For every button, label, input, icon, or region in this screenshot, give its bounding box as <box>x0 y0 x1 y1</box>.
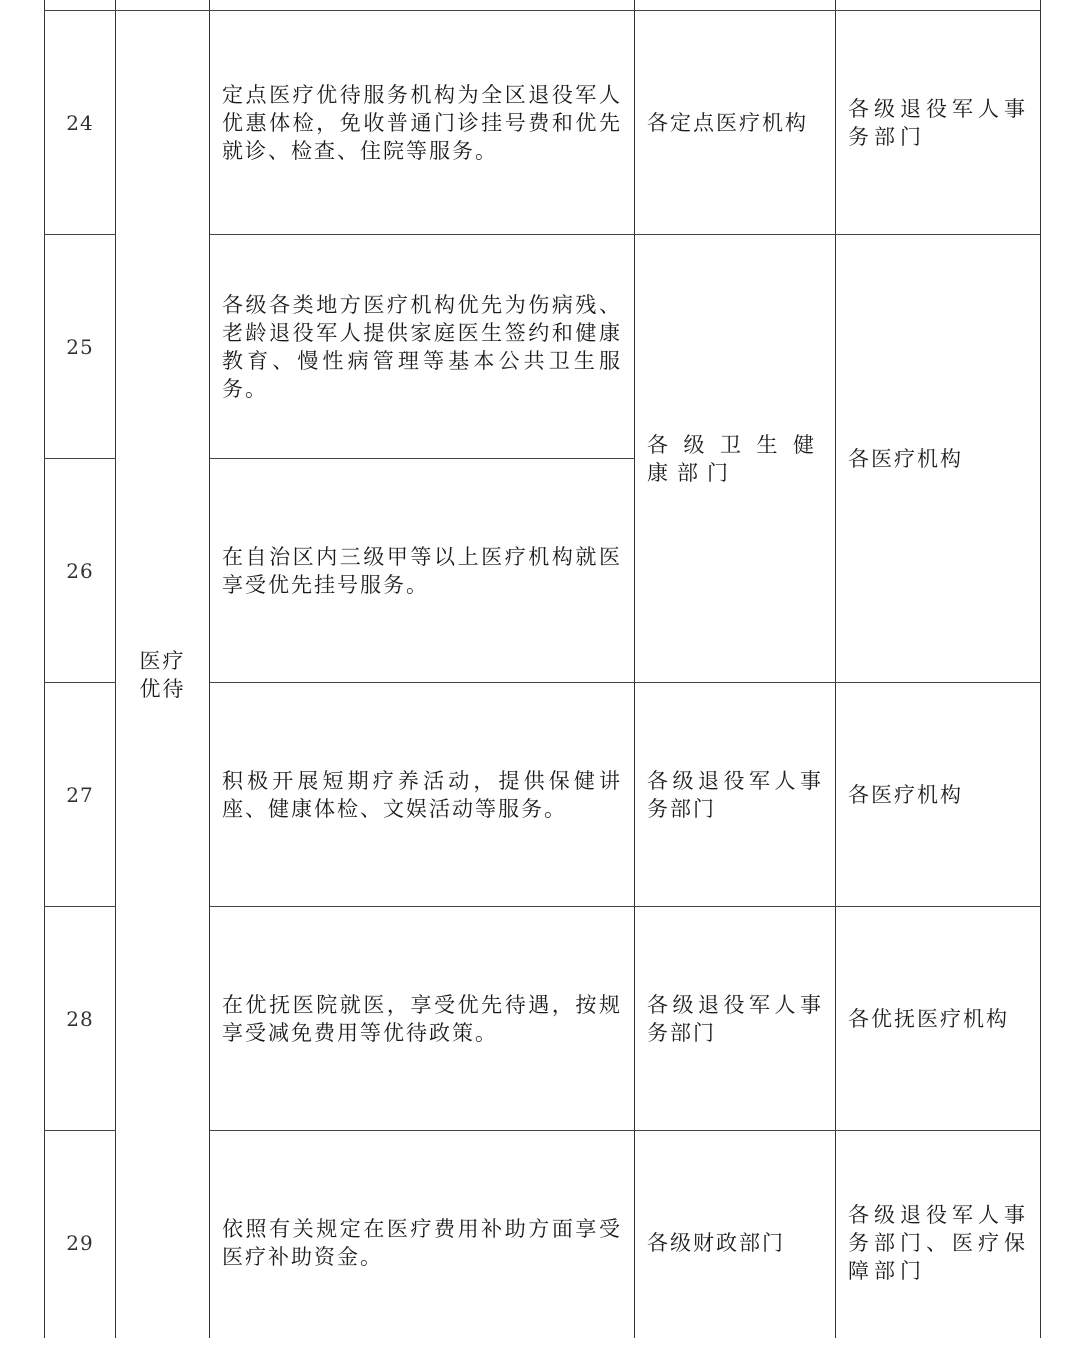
row-content-26 <box>210 459 634 683</box>
row-content-27 <box>210 683 634 907</box>
coop-text: 各医疗机构 <box>848 783 963 807</box>
merged-coop-25-26 <box>836 235 1040 683</box>
row-coop-27 <box>836 683 1040 907</box>
coop-text: 各优抚医疗机构 <box>848 1007 1009 1031</box>
merged-lead-25-26 <box>635 235 835 683</box>
row-number-27: 27 <box>66 783 94 807</box>
row-number-29: 29 <box>66 1231 94 1255</box>
lead-text: 各级退役军人事务部门 <box>647 769 823 821</box>
content-text: 依照有关规定在医疗费用补助方面享受医疗补助资金。 <box>222 1217 622 1269</box>
row-number-28: 28 <box>66 1007 94 1031</box>
content-text: 在优抚医院就医，享受优先待遇，按规享受减免费用等优待政策。 <box>222 993 622 1045</box>
category-label: 医疗优待 <box>139 648 186 701</box>
content-text: 在自治区内三级甲等以上医疗机构就医享受优先挂号服务。 <box>222 545 622 597</box>
row-content-25 <box>210 235 634 459</box>
content-text: 积极开展短期疗养活动，提供保健讲座、健康体检、文娱活动等服务。 <box>222 769 622 821</box>
row-lead-27 <box>635 683 835 907</box>
table-border-right <box>1040 0 1041 1338</box>
category-cell <box>116 11 209 1338</box>
lead-text: 各级财政部门 <box>647 1231 785 1255</box>
row-coop-28 <box>836 907 1040 1131</box>
content-text: 各级各类地方医疗机构优先为伤病残、老龄退役军人提供家庭医生签约和健康教育、慢性病管理等基本公共卫生服务。 <box>222 293 622 401</box>
row-lead-24 <box>635 11 835 235</box>
content-text: 定点医疗优待服务机构为全区退役军人优惠体检，免收普通门诊挂号费和优先就诊、检查、住院等服务。 <box>222 83 622 163</box>
row-content-29 <box>210 1131 634 1355</box>
coop-text: 各级退役军人事务部门 <box>848 97 1030 149</box>
row-number-24: 24 <box>66 111 94 135</box>
row-number-25: 25 <box>66 335 94 359</box>
row-lead-28 <box>635 907 835 1131</box>
coop-text: 各级退役军人事务部门、医疗保障部门 <box>848 1203 1030 1283</box>
row-coop-29 <box>836 1131 1040 1355</box>
row-lead-29 <box>635 1131 835 1355</box>
lead-text: 各定点医疗机构 <box>647 111 808 135</box>
row-number-26: 26 <box>66 559 94 583</box>
lead-text: 各级卫生健康部门 <box>647 433 823 485</box>
coop-text: 各医疗机构 <box>848 447 963 471</box>
row-content-24 <box>210 11 634 235</box>
lead-text: 各级退役军人事务部门 <box>647 993 823 1045</box>
row-coop-24 <box>836 11 1040 235</box>
row-content-28 <box>210 907 634 1131</box>
